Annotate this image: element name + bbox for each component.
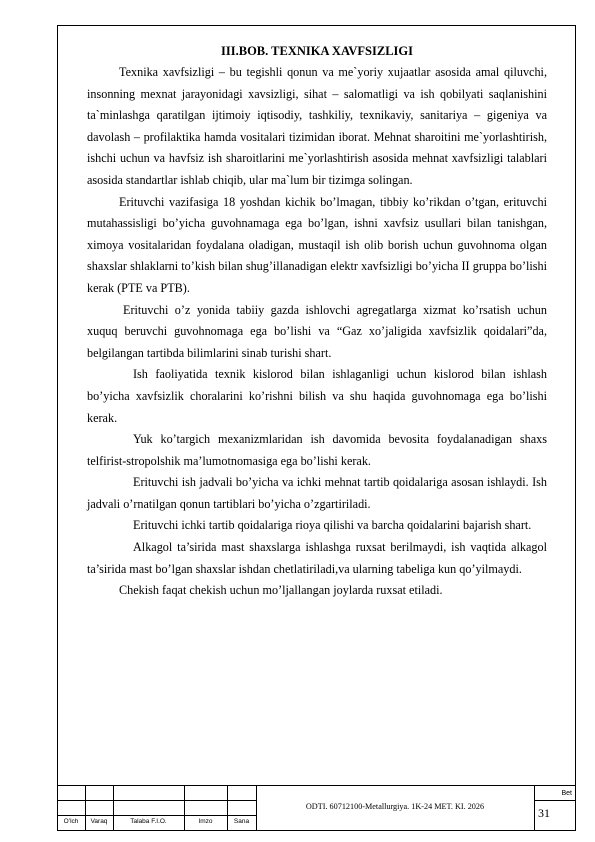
paragraph-5: Yuk ko’targich mexanizmlaridan ish davomida bevosita foydalanadigan shaxs telfirist-stropolshik ma’lumotnomasiga ega bo’lishi kerak. <box>87 432 547 468</box>
sheet-label: Bet <box>561 790 572 797</box>
col-talaba: Talaba F.I.O. <box>130 818 167 825</box>
title-block <box>57 785 576 831</box>
page-number: 31 <box>538 806 550 820</box>
col-varaq: Varaq <box>90 818 108 825</box>
paragraph-8: Alkagol ta’sirida mast shaxslarga ishlashga ruxsat berilmaydi, ish vaqtida alkagol ta’sirida mast bo’lgan shaxslar ishdan chetlatiriladi,va ularning tabeliga kun qo’yilmaydi. <box>87 540 547 576</box>
document-code: ODTI. 60712100-Metallurgiya. 1K-24 MET. KI. 2026 <box>305 802 485 811</box>
paragraph-3: Erituvchi o’z yonida tabiiy gazda ishlovchi agregatlarga xizmat ko’rsatish uchun xuquq beruvchi guvohnomaga ega bo’lishi va “Gaz xo’jaligida xavfsizlik qoidalari”da, belgilangan tartibda bilimlarini sinab turishi shart. <box>87 302 547 360</box>
col-imzo: Imzo <box>198 818 213 825</box>
paragraph-9: Chekish faqat chekish uchun mo’ljallangan joylarda ruxsat etiladi. <box>119 583 443 598</box>
chapter-title: III.BOB. TEXNIKA XAVFSIZLIGI <box>221 44 413 58</box>
paragraph-1: Texnika xavfsizligi – bu tegishli qonun va me`yoriy xujaatlar asosida amal qiluvchi, insonning mexnat jarayonidagi xavsizligi, sihat – salomatligi va ish qobilyati saqlanishini ta`minlashga qaratilgan ijtimoiy iqtisodiy, tashkiliy, texnikaviy, sanitariya – gigeniya va davolash – profilaktika hamda vositalari tizimidan iborat. Mehnat sharoitini me`yorlashtirish, ishchi uchun va havfsiz ish sharoitlarini me`yorlashtirish asosida mehnat xavfsizligi talablari asosida standartlar ishlab chiqib, ular ma`lum bir tizimga solingan. <box>87 65 547 187</box>
paragraph-2: Erituvchi vazifasiga 18 yoshdan kichik bo’lmagan, tibbiy ko’rikdan o’tgan, erituvchi mutahassisligi bo’yicha guvohnamaga ega bo’lgan, ishni xavfsiz usullari bilan tanishgan, ximoya vositalaridan foydalana oladigan, mustaqil ish olib borish uchun guvohnoma olgan shaxslar shlaklarni to’kish bilan shug’illanadigan elektr xavfsizligi bo’yicha II gruppa bo’lishi kerak (PTE va PTB). <box>87 194 547 295</box>
paragraph-7: Erituvchi ichki tartib qoidalariga rioya qilishi va barcha qoidalarini bajarish shart. <box>133 518 532 533</box>
paragraph-6: Erituvchi ish jadvali bo’yicha va ichki mehnat tartib qoidalariga asosan ishlaydi. Ish jadvali o’rnatilgan qonun tartiblari bo’yicha o’zgartiriladi. <box>87 475 547 511</box>
col-sana: Sana <box>233 818 250 825</box>
paragraph-4: Ish faoliyatida texnik kislorod bilan ishlaganligi uchun kislorod bilan ishlash bo’yicha xavfsizlik choralarini ko’rishni bilish va shu haqida guvohnomaga ega bo’lishi kerak. <box>87 367 547 425</box>
document-body <box>87 40 547 602</box>
col-olch: O’lch <box>63 818 79 825</box>
